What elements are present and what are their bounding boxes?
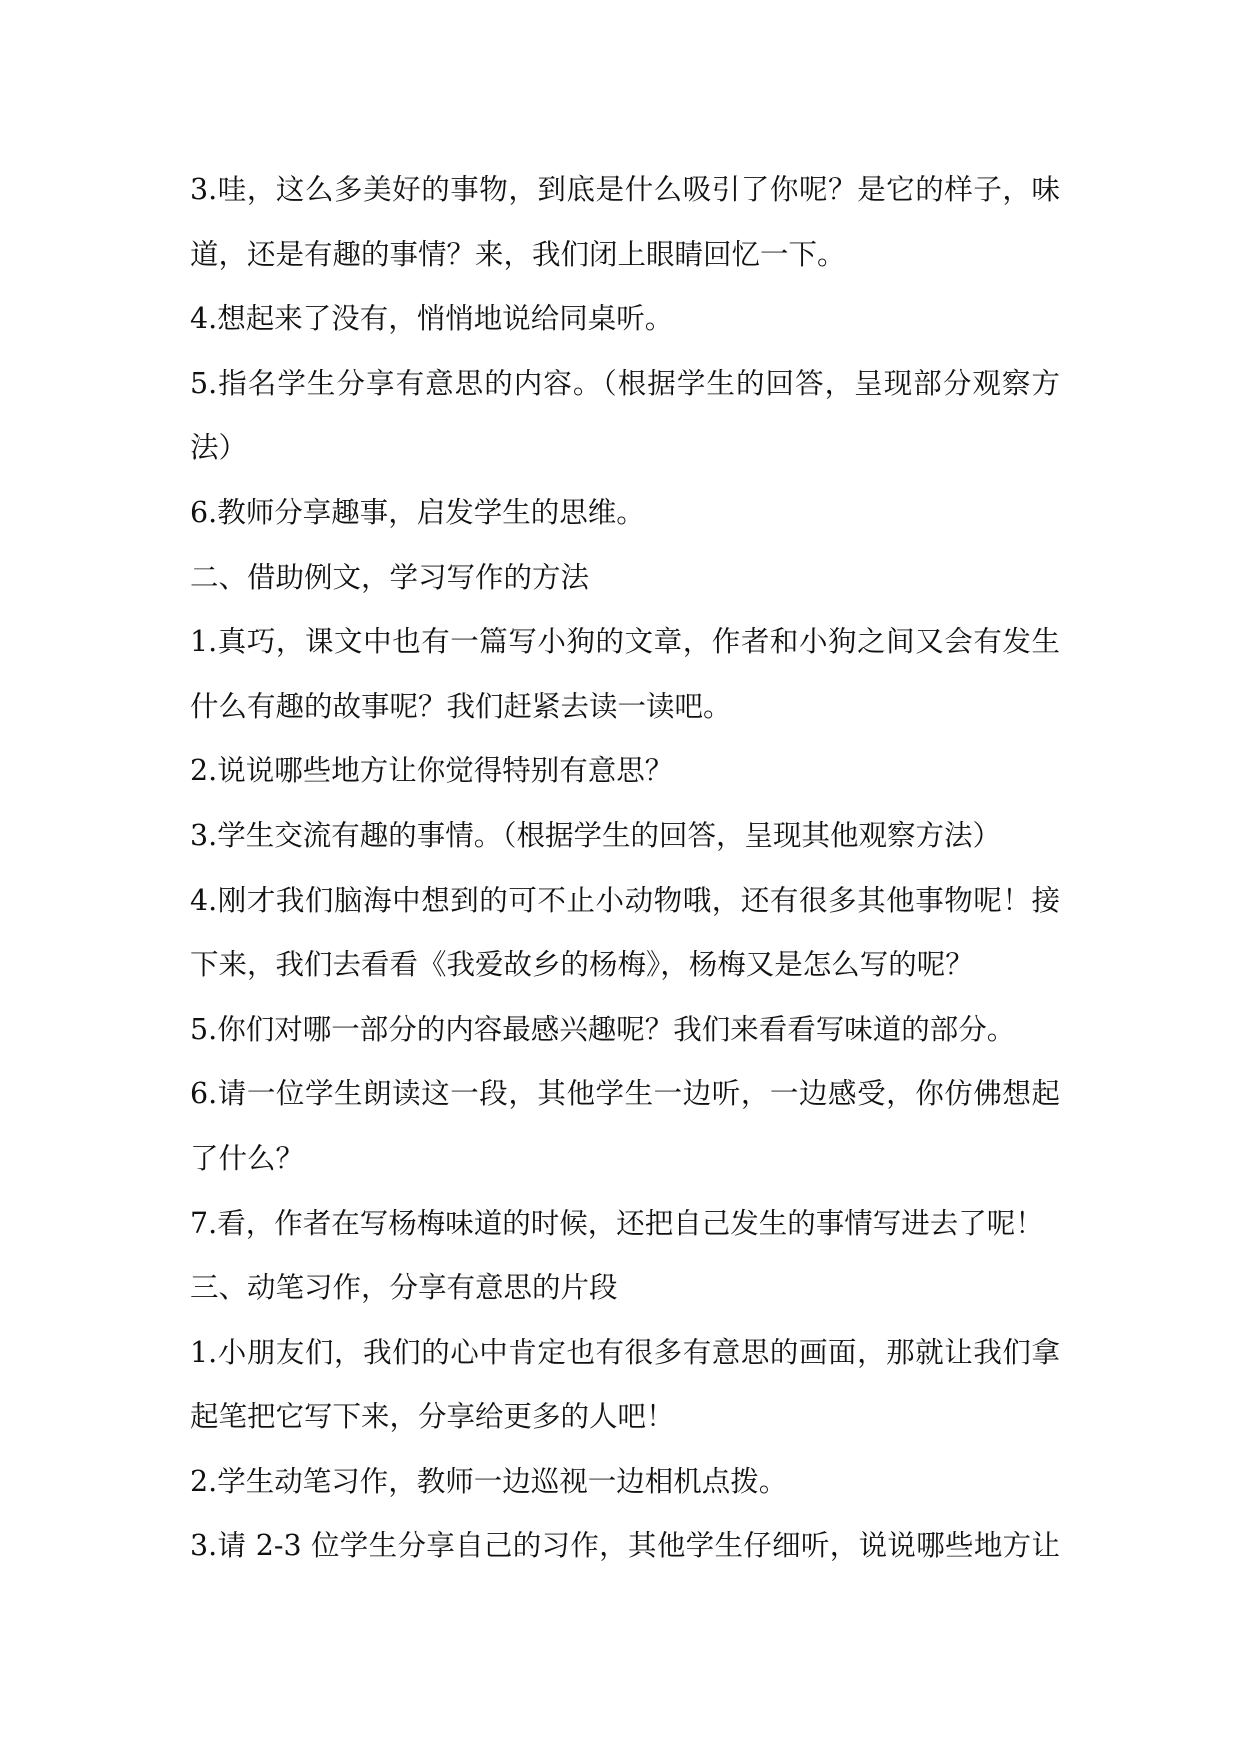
paragraph-line: 5.你们对哪一部分的内容最感兴趣呢？我们来看看写味道的部分。 bbox=[190, 1012, 1016, 1046]
paragraph-line: 下来，我们去看看《我爱故乡的杨梅》，杨梅又是怎么写的呢？ bbox=[190, 948, 974, 982]
paragraph-line: 法） bbox=[190, 431, 248, 465]
paragraph-line: 起笔把它写下来，分享给更多的人吧！ bbox=[190, 1400, 675, 1434]
section-heading: 二、借助例文，学习写作的方法 bbox=[190, 560, 590, 594]
paragraph-line: 什么有趣的故事呢？我们赶紧去读一读吧。 bbox=[190, 689, 732, 723]
paragraph-line: 3.学生交流有趣的事情。（根据学生的回答，呈现其他观察方法） bbox=[190, 818, 1001, 852]
paragraph-line: 2.学生动笔习作，教师一边巡视一边相机点拨。 bbox=[190, 1464, 788, 1498]
paragraph-line: 2.说说哪些地方让你觉得特别有意思？ bbox=[190, 754, 674, 788]
paragraph-line: 4.刚才我们脑海中想到的可不止小动物哦，还有很多其他事物呢！接 bbox=[190, 883, 1060, 917]
paragraph-line: 6.教师分享趣事，启发学生的思维。 bbox=[190, 495, 645, 529]
paragraph-line: 1.真巧，课文中也有一篇写小狗的文章，作者和小狗之间又会有发生 bbox=[190, 625, 1060, 659]
paragraph-line: 4.想起来了没有，悄悄地说给同桌听。 bbox=[190, 302, 674, 336]
paragraph-line: 了什么？ bbox=[190, 1141, 305, 1175]
paragraph-line: 6.请一位学生朗读这一段，其他学生一边听，一边感受，你仿佛想起 bbox=[190, 1077, 1060, 1111]
paragraph-line: 道，还是有趣的事情？来，我们闭上眼睛回忆一下。 bbox=[190, 237, 846, 271]
paragraph-line: 3.哇，这么多美好的事物，到底是什么吸引了你呢？是它的样子，味 bbox=[190, 173, 1060, 206]
paragraph-line: 3.请 2-3 位学生分享自己的习作，其他学生仔细听，说说哪些地方让 bbox=[190, 1529, 1060, 1563]
section-heading: 三、动笔习作，分享有意思的片段 bbox=[190, 1271, 618, 1305]
paragraph-line: 1.小朋友们，我们的心中肯定也有很多有意思的画面，那就让我们拿 bbox=[190, 1335, 1060, 1369]
paragraph-line: 7.看，作者在写杨梅味道的时候，还把自己发生的事情写进去了呢！ bbox=[190, 1206, 1044, 1240]
document-body bbox=[190, 158, 1060, 1579]
paragraph-line: 5.指名学生分享有意思的内容。（根据学生的回答，呈现部分观察方 bbox=[190, 366, 1060, 400]
